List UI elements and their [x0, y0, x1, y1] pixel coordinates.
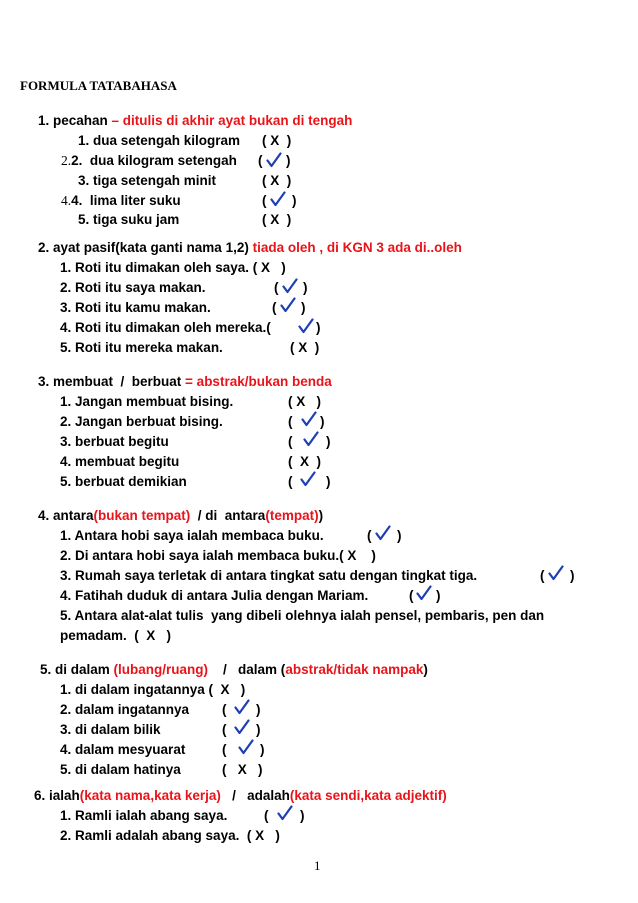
list-item: 5. tiga suku jam — [78, 212, 180, 227]
list-item-answer: ( — [540, 568, 545, 583]
list-item-answer: ( — [222, 702, 227, 717]
list-item: 1. Ramli ialah abang saya. — [60, 808, 228, 823]
section-4-heading: 4. antara(bukan tempat) / di antara(tempat)) — [38, 508, 324, 523]
list-item-answer: ( — [262, 193, 267, 208]
list-item-answer-close: ) — [316, 320, 321, 335]
section-3-heading: 3. membuat / berbuat = abstrak/bukan benda — [38, 374, 332, 389]
list-item-answer-close: ) — [326, 474, 331, 489]
list-item: 5. berbuat demikian — [60, 474, 187, 489]
list-item-answer-close: ) — [292, 193, 297, 208]
list-item: 3. tiga setengah minit — [78, 173, 217, 188]
check-icon — [548, 565, 564, 581]
list-item-answer: ( X ) — [290, 340, 320, 355]
check-icon — [266, 152, 282, 168]
check-icon — [303, 431, 319, 447]
list-item-answer-close: ) — [436, 588, 441, 603]
list-item: 5. Antara alat-alat tulis yang dibeli olehnya ialah pensel, pembaris, pen dan — [60, 608, 545, 623]
list-item-answer-close: ) — [326, 434, 331, 449]
list-item-answer: ( X ) — [288, 394, 321, 409]
check-icon — [270, 191, 286, 207]
list-item-answer-close: ) — [397, 528, 402, 543]
list-item-answer-close: ) — [303, 280, 308, 295]
list-item-answer: ( — [288, 414, 293, 429]
list-item-answer: ( X ) — [222, 762, 263, 777]
check-icon — [234, 719, 250, 735]
list-item-answer: ( — [272, 300, 277, 315]
check-icon — [300, 471, 316, 487]
list-item-answer: ( X ) — [262, 212, 292, 227]
page-number: 1 — [314, 858, 321, 873]
list-item-answer-close: ) — [301, 300, 306, 315]
list-item-answer: ( — [288, 434, 293, 449]
list-item-answer: ( — [258, 153, 263, 168]
list-item-answer-close: ) — [256, 722, 261, 737]
list-item-answer: ( X ) — [262, 133, 292, 148]
list-item: 4. dalam mesyuarat — [60, 742, 186, 757]
list-item-answer-close: ) — [320, 414, 325, 429]
check-icon — [301, 411, 317, 427]
list-item: 1. dua setengah kilogram — [78, 133, 241, 148]
list-item: 4. membuat begitu — [60, 454, 180, 469]
list-item: 2.2. dua kilogram setengah — [61, 153, 237, 168]
section-5-heading: 5. di dalam (lubang/ruang) / dalam (abstrak/tidak nampak) — [40, 662, 428, 677]
section-6-heading: 6. ialah(kata nama,kata kerja) / adalah(kata sendi,kata adjektif) — [34, 788, 447, 803]
check-icon — [280, 297, 296, 313]
list-item: 2. Roti itu saya makan. — [60, 280, 206, 295]
check-icon — [234, 699, 250, 715]
check-icon — [416, 585, 432, 601]
check-icon — [375, 525, 391, 541]
list-item: 3. Roti itu kamu makan. — [60, 300, 211, 315]
check-icon — [238, 739, 254, 755]
section-1-heading: 1. pecahan – ditulis di akhir ayat bukan di tengah — [38, 113, 353, 128]
list-item: 4. Fatihah duduk di antara Julia dengan Mariam. — [60, 588, 369, 603]
list-item: 2. dalam ingatannya — [60, 702, 190, 717]
list-item: 2. Ramli adalah abang saya. ( X ) — [60, 828, 280, 843]
list-item: 3. berbuat begitu — [60, 434, 169, 449]
list-item: 5. di dalam hatinya — [60, 762, 181, 777]
list-item-answer: ( — [288, 474, 293, 489]
list-item: 1. Jangan membuat bising. — [60, 394, 234, 409]
list-item: 2. Jangan berbuat bising. — [60, 414, 223, 429]
list-item-answer: ( — [274, 280, 279, 295]
list-item-answer: ( X ) — [262, 173, 292, 188]
list-item: 3. Rumah saya terletak di antara tingkat satu dengan tingkat tiga. — [60, 568, 478, 583]
list-item-answer-close: ) — [570, 568, 575, 583]
check-icon — [277, 805, 293, 821]
list-item-answer: ( — [367, 528, 372, 543]
check-icon — [282, 278, 298, 294]
list-item: 3. di dalam bilik — [60, 722, 161, 737]
list-item: 1. di dalam ingatannya ( X ) — [60, 682, 246, 697]
list-item-answer-close: ) — [256, 702, 261, 717]
list-item-answer-close: ) — [286, 153, 291, 168]
list-item: 2. Di antara hobi saya ialah membaca buku.( X ) — [60, 548, 376, 563]
list-item-answer-close: ) — [260, 742, 265, 757]
list-item-answer: ( X ) — [288, 454, 321, 469]
list-item: 4. Roti itu dimakan oleh mereka.( — [60, 320, 271, 335]
check-icon — [298, 318, 314, 334]
list-item: 5. Roti itu mereka makan. — [60, 340, 223, 355]
list-item: 4.4. lima liter suku — [61, 193, 181, 208]
list-item: 1. Roti itu dimakan oleh saya. ( X ) — [60, 260, 286, 275]
list-item-answer-close: ) — [300, 808, 305, 823]
list-item-answer: ( — [409, 588, 414, 603]
list-item-answer: ( — [264, 808, 269, 823]
section-2-heading: 2. ayat pasif(kata ganti nama 1,2) tiada oleh , di KGN 3 ada di..oleh — [38, 240, 462, 255]
page-title: FORMULA TATABAHASA — [20, 78, 177, 93]
list-item-answer: ( — [222, 722, 227, 737]
list-item-answer: ( — [222, 742, 227, 757]
list-item: pemadam. ( X ) — [60, 628, 172, 643]
list-item: 1. Antara hobi saya ialah membaca buku. — [60, 528, 324, 543]
